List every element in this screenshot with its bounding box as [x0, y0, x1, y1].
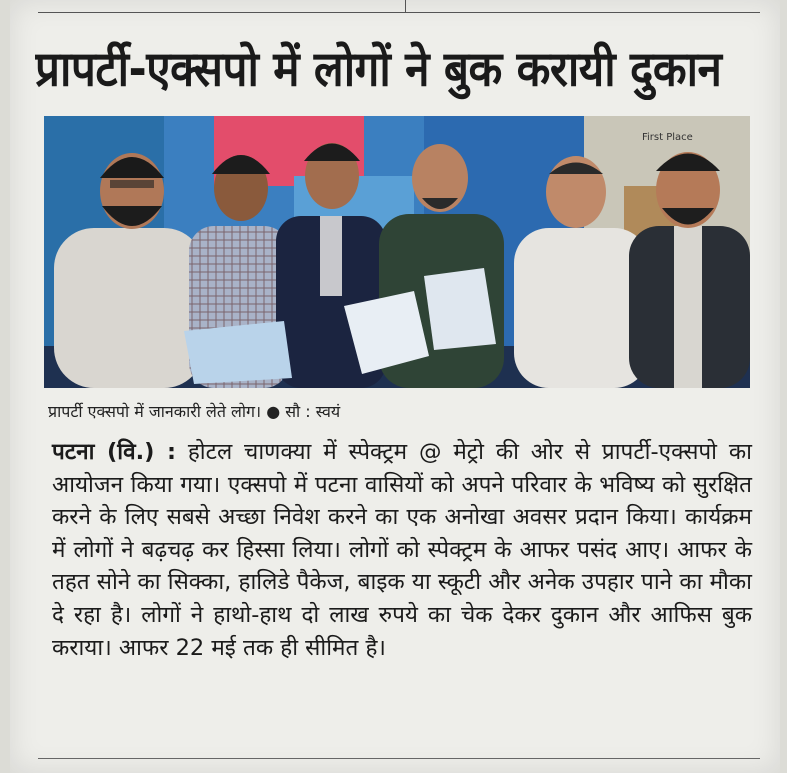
headline: प्रापर्टी-एक्सपो में लोगों ने बुक करायी दुकान: [35, 41, 722, 98]
article-text: होटल चाणक्या में स्पेक्ट्रम @ मेट्रो की ओर से प्रापर्टी-एक्सपो का आयोजन किया गया। एक्सपो में पटना वासियों को अपने परिवार के भविष्य को सुरक्षित करने के लिए सबसे अच्छा निवेश करने का एक अनोखा अवसर प्रदान किया। कार्यक्रम में लोगों ने बढ़चढ़ कर हिस्सा लिया। लोगों को स्पेक्ट्रम के आफर पसंद आए। आफर के तहत सोने का सिक्का, हालिडे पैकेज, बाइक या स्कूटी और अनेक उपहार पाने का मौका दे रहा है। लोगों ने हाथो-हाथ दो लाख रुपये का चेक देकर दुकान और आफिस बुक कराया। आफर 22 मई तक ही सीमित है।: [52, 439, 752, 661]
document-1: [184, 321, 292, 384]
bottom-divider: [38, 758, 760, 759]
newspaper-clipping: [10, 0, 780, 773]
backdrop-sign: First Place: [642, 132, 693, 143]
article-body: [52, 436, 752, 664]
top-divider: [38, 12, 760, 13]
news-photo: [44, 116, 750, 388]
dateline: पटना (वि.) :: [52, 439, 176, 465]
photo-caption: प्रापर्टी एक्सपो में जानकारी लेते लोग। ● सौ : स्वयं: [48, 402, 341, 421]
document-3: [424, 268, 496, 350]
column-divider: [405, 0, 406, 12]
